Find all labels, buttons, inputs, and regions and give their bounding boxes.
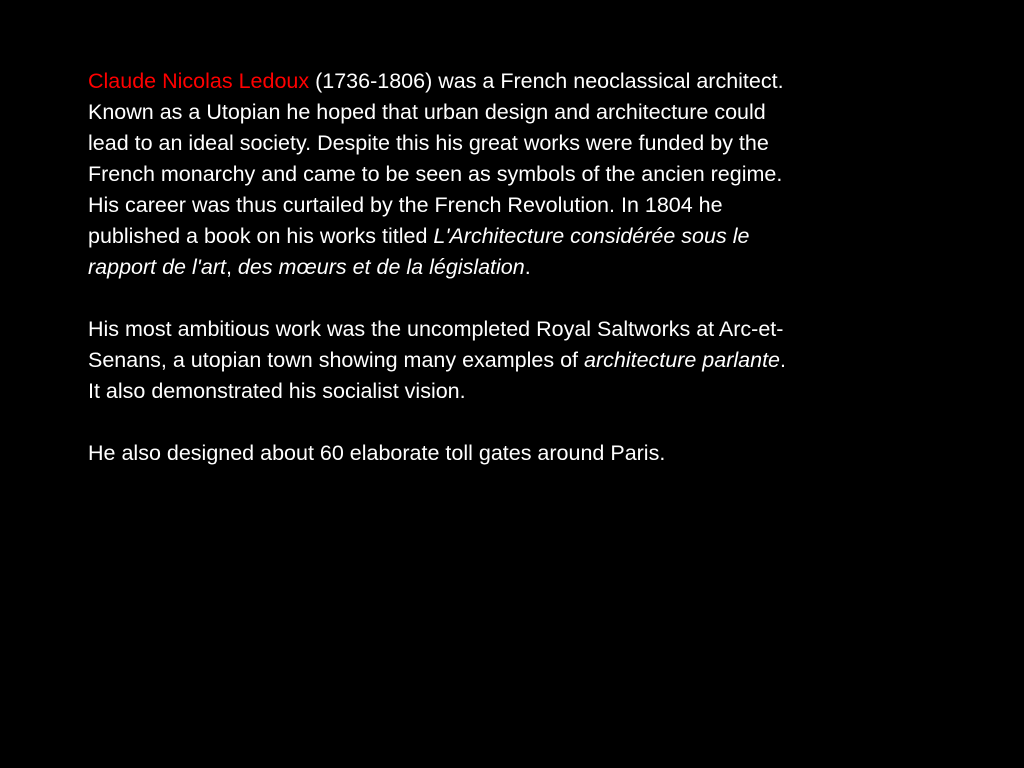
paragraph-2-line-2-end: . (780, 348, 786, 372)
book-title-separator: , (225, 255, 238, 279)
paragraph-2-line-2 (88, 345, 938, 376)
architecture-parlante-term: architecture parlante (584, 348, 780, 372)
paragraph-2-line-1: His most ambitious work was the uncompleted Royal Saltworks at Arc-et- (88, 317, 784, 341)
paragraph-1-end-period: . (524, 255, 531, 279)
paragraph-2-line-2-start: Senans, a utopian town showing many examples of (88, 348, 584, 372)
paragraph-1-line-2: Known as a Utopian he hoped that urban design and architecture could (88, 100, 766, 124)
paragraph-2-line-3: It also demonstrated his socialist vision. (88, 379, 466, 403)
paragraph-1-line-5: His career was thus curtailed by the French Revolution. In 1804 he (88, 193, 723, 217)
paragraph-1-line-1-rest: (1736-1806) was a French neoclassical architect. (309, 69, 784, 93)
paragraph-1-line-6-start: published a book on his works titled (88, 224, 434, 248)
paragraph-spacer (88, 407, 938, 438)
paragraph-1-line-1 (88, 66, 938, 97)
paragraph-1-line-6 (88, 221, 938, 252)
architect-name: Claude Nicolas Ledoux (88, 69, 310, 93)
slide-text (88, 66, 938, 469)
book-title-part-3: des mœurs et de la législation (237, 255, 525, 279)
paragraph-1-line-7 (88, 252, 938, 283)
book-title-part-1: L'Architecture considérée sous le (433, 224, 750, 248)
book-title-part-2: rapport de l'art (88, 255, 226, 279)
paragraph-3-line-1: He also designed about 60 elaborate toll gates around Paris. (88, 441, 666, 465)
paragraph-spacer (88, 283, 938, 314)
paragraph-1-line-3: lead to an ideal society. Despite this his great works were funded by the (88, 131, 769, 155)
paragraph-1-line-4: French monarchy and came to be seen as symbols of the ancien regime. (88, 162, 783, 186)
